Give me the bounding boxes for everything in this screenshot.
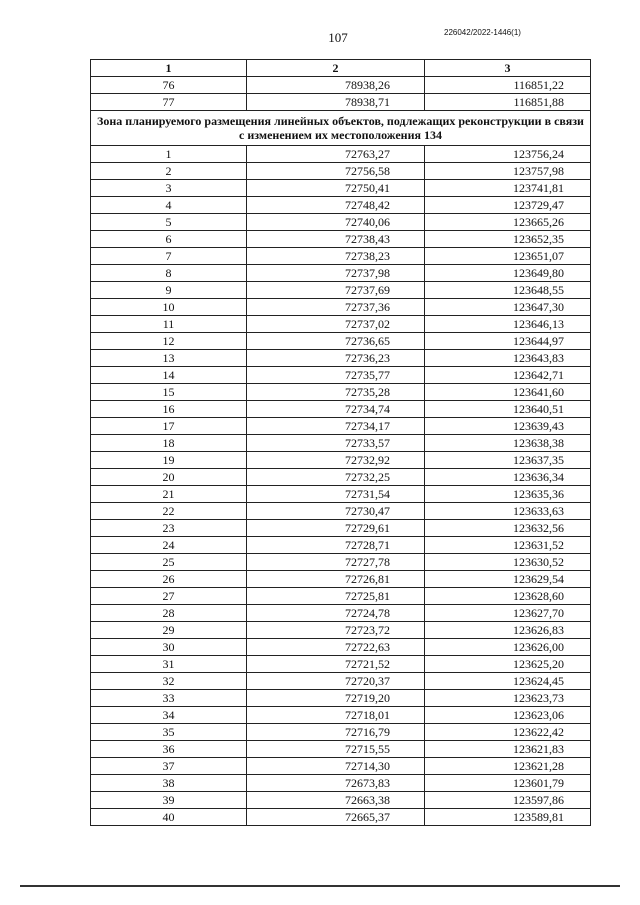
- y-coordinate-cell: 123648,55: [425, 282, 591, 299]
- y-coordinate-cell: 123621,28: [425, 758, 591, 775]
- table-row: [91, 588, 591, 605]
- table-row: [91, 94, 591, 111]
- point-number-cell: 10: [91, 299, 247, 316]
- table-row: [91, 707, 591, 724]
- table-row: [91, 214, 591, 231]
- table-row: [91, 265, 591, 282]
- y-coordinate-cell: 123628,60: [425, 588, 591, 605]
- x-coordinate-cell: 72725,81: [247, 588, 425, 605]
- x-coordinate-cell: 72735,28: [247, 384, 425, 401]
- point-number-cell: 12: [91, 333, 247, 350]
- y-coordinate-cell: 123643,83: [425, 350, 591, 367]
- section-row: [91, 111, 591, 146]
- y-coordinate-cell: 123626,00: [425, 639, 591, 656]
- table-row: [91, 316, 591, 333]
- point-number-cell: 21: [91, 486, 247, 503]
- column-header-3: 3: [425, 60, 591, 77]
- y-coordinate-cell: 123627,70: [425, 605, 591, 622]
- table-row: [91, 452, 591, 469]
- x-coordinate-cell: 72714,30: [247, 758, 425, 775]
- point-number-cell: 30: [91, 639, 247, 656]
- point-number-cell: 35: [91, 724, 247, 741]
- table-row: [91, 197, 591, 214]
- point-number-cell: 36: [91, 741, 247, 758]
- y-coordinate-cell: 123637,35: [425, 452, 591, 469]
- y-coordinate-cell: 123757,98: [425, 163, 591, 180]
- y-coordinate-cell: 116851,22: [425, 77, 591, 94]
- table-body-section: [91, 146, 591, 826]
- table-row: [91, 282, 591, 299]
- point-number-cell: 2: [91, 163, 247, 180]
- column-header-2: 2: [247, 60, 425, 77]
- point-number-cell: 22: [91, 503, 247, 520]
- x-coordinate-cell: 72748,42: [247, 197, 425, 214]
- table-row: [91, 367, 591, 384]
- x-coordinate-cell: 72732,25: [247, 469, 425, 486]
- point-number-cell: 23: [91, 520, 247, 537]
- x-coordinate-cell: 72732,92: [247, 452, 425, 469]
- table-row: [91, 299, 591, 316]
- table-row: [91, 333, 591, 350]
- point-number-cell: 3: [91, 180, 247, 197]
- x-coordinate-cell: 72723,72: [247, 622, 425, 639]
- table-row: [91, 418, 591, 435]
- y-coordinate-cell: 123635,36: [425, 486, 591, 503]
- x-coordinate-cell: 72734,17: [247, 418, 425, 435]
- section-title: Зона планируемого размещения линейных объектов, подлежащих реконструкции в связи с изменением их местоположения 134: [91, 111, 591, 146]
- y-coordinate-cell: 123623,73: [425, 690, 591, 707]
- table-row: [91, 401, 591, 418]
- table-row: [91, 792, 591, 809]
- x-coordinate-cell: 72729,61: [247, 520, 425, 537]
- point-number-cell: 34: [91, 707, 247, 724]
- y-coordinate-cell: 123630,52: [425, 554, 591, 571]
- point-number-cell: 9: [91, 282, 247, 299]
- table-body-before-section: [91, 77, 591, 111]
- table-row: [91, 520, 591, 537]
- table-row: [91, 724, 591, 741]
- table-row: [91, 656, 591, 673]
- x-coordinate-cell: 72733,57: [247, 435, 425, 452]
- y-coordinate-cell: 123644,97: [425, 333, 591, 350]
- point-number-cell: 24: [91, 537, 247, 554]
- point-number-cell: 38: [91, 775, 247, 792]
- point-number-cell: 8: [91, 265, 247, 282]
- y-coordinate-cell: 123631,52: [425, 537, 591, 554]
- point-number-cell: 39: [91, 792, 247, 809]
- y-coordinate-cell: 123741,81: [425, 180, 591, 197]
- document-code: 226042/2022-1446(1): [444, 28, 521, 37]
- y-coordinate-cell: 123621,83: [425, 741, 591, 758]
- table-row: [91, 758, 591, 775]
- point-number-cell: 37: [91, 758, 247, 775]
- y-coordinate-cell: 123624,45: [425, 673, 591, 690]
- table-row: [91, 384, 591, 401]
- table-header-row: [91, 60, 591, 77]
- table-row: [91, 77, 591, 94]
- table-row: [91, 741, 591, 758]
- x-coordinate-cell: 72738,23: [247, 248, 425, 265]
- point-number-cell: 16: [91, 401, 247, 418]
- table-row: [91, 571, 591, 588]
- y-coordinate-cell: 123729,47: [425, 197, 591, 214]
- point-number-cell: 6: [91, 231, 247, 248]
- x-coordinate-cell: 72716,79: [247, 724, 425, 741]
- table-row: [91, 673, 591, 690]
- y-coordinate-cell: 123622,42: [425, 724, 591, 741]
- y-coordinate-cell: 123756,24: [425, 146, 591, 163]
- x-coordinate-cell: 72730,47: [247, 503, 425, 520]
- x-coordinate-cell: 72735,77: [247, 367, 425, 384]
- point-number-cell: 40: [91, 809, 247, 826]
- table-row: [91, 180, 591, 197]
- y-coordinate-cell: 123641,60: [425, 384, 591, 401]
- point-number-cell: 76: [91, 77, 247, 94]
- point-number-cell: 25: [91, 554, 247, 571]
- y-coordinate-cell: 123629,54: [425, 571, 591, 588]
- y-coordinate-cell: 123638,38: [425, 435, 591, 452]
- point-number-cell: 18: [91, 435, 247, 452]
- point-number-cell: 29: [91, 622, 247, 639]
- point-number-cell: 28: [91, 605, 247, 622]
- y-coordinate-cell: 123646,13: [425, 316, 591, 333]
- point-number-cell: 13: [91, 350, 247, 367]
- x-coordinate-cell: 72737,36: [247, 299, 425, 316]
- x-coordinate-cell: 72736,23: [247, 350, 425, 367]
- x-coordinate-cell: 72724,78: [247, 605, 425, 622]
- x-coordinate-cell: 72715,55: [247, 741, 425, 758]
- x-coordinate-cell: 72736,65: [247, 333, 425, 350]
- point-number-cell: 1: [91, 146, 247, 163]
- point-number-cell: 14: [91, 367, 247, 384]
- y-coordinate-cell: 123601,79: [425, 775, 591, 792]
- y-coordinate-cell: 123632,56: [425, 520, 591, 537]
- y-coordinate-cell: 123636,34: [425, 469, 591, 486]
- x-coordinate-cell: 72663,38: [247, 792, 425, 809]
- x-coordinate-cell: 72763,27: [247, 146, 425, 163]
- x-coordinate-cell: 72719,20: [247, 690, 425, 707]
- table-row: [91, 605, 591, 622]
- table-row: [91, 163, 591, 180]
- table-row: [91, 809, 591, 826]
- y-coordinate-cell: 123625,20: [425, 656, 591, 673]
- x-coordinate-cell: 72727,78: [247, 554, 425, 571]
- x-coordinate-cell: 72737,98: [247, 265, 425, 282]
- x-coordinate-cell: 72734,74: [247, 401, 425, 418]
- x-coordinate-cell: 72728,71: [247, 537, 425, 554]
- table-row: [91, 486, 591, 503]
- y-coordinate-cell: 123651,07: [425, 248, 591, 265]
- point-number-cell: 20: [91, 469, 247, 486]
- x-coordinate-cell: 72722,63: [247, 639, 425, 656]
- x-coordinate-cell: 72721,52: [247, 656, 425, 673]
- x-coordinate-cell: 72731,54: [247, 486, 425, 503]
- table-row: [91, 554, 591, 571]
- y-coordinate-cell: 123665,26: [425, 214, 591, 231]
- table-row: [91, 435, 591, 452]
- y-coordinate-cell: 123639,43: [425, 418, 591, 435]
- point-number-cell: 19: [91, 452, 247, 469]
- x-coordinate-cell: 72737,02: [247, 316, 425, 333]
- column-header-1: 1: [91, 60, 247, 77]
- x-coordinate-cell: 72750,41: [247, 180, 425, 197]
- y-coordinate-cell: 123640,51: [425, 401, 591, 418]
- table-row: [91, 639, 591, 656]
- y-coordinate-cell: 123623,06: [425, 707, 591, 724]
- table-row: [91, 537, 591, 554]
- point-number-cell: 4: [91, 197, 247, 214]
- table-row: [91, 231, 591, 248]
- x-coordinate-cell: 78938,71: [247, 94, 425, 111]
- point-number-cell: 15: [91, 384, 247, 401]
- x-coordinate-cell: 72718,01: [247, 707, 425, 724]
- x-coordinate-cell: 72726,81: [247, 571, 425, 588]
- y-coordinate-cell: 123589,81: [425, 809, 591, 826]
- point-number-cell: 77: [91, 94, 247, 111]
- x-coordinate-cell: 72673,83: [247, 775, 425, 792]
- point-number-cell: 32: [91, 673, 247, 690]
- y-coordinate-cell: 123652,35: [425, 231, 591, 248]
- table-row: [91, 775, 591, 792]
- y-coordinate-cell: 123626,83: [425, 622, 591, 639]
- x-coordinate-cell: 72665,37: [247, 809, 425, 826]
- table-row: [91, 622, 591, 639]
- page-number: 107: [328, 30, 348, 45]
- y-coordinate-cell: 123597,86: [425, 792, 591, 809]
- x-coordinate-cell: 72738,43: [247, 231, 425, 248]
- y-coordinate-cell: 123642,71: [425, 367, 591, 384]
- point-number-cell: 11: [91, 316, 247, 333]
- table-row: [91, 690, 591, 707]
- y-coordinate-cell: 116851,88: [425, 94, 591, 111]
- point-number-cell: 33: [91, 690, 247, 707]
- table-row: [91, 503, 591, 520]
- table-row: [91, 146, 591, 163]
- y-coordinate-cell: 123633,63: [425, 503, 591, 520]
- y-coordinate-cell: 123647,30: [425, 299, 591, 316]
- point-number-cell: 27: [91, 588, 247, 605]
- footer-divider: [20, 885, 620, 887]
- x-coordinate-cell: 72720,37: [247, 673, 425, 690]
- table-row: [91, 350, 591, 367]
- coordinates-table: [90, 59, 591, 826]
- y-coordinate-cell: 123649,80: [425, 265, 591, 282]
- x-coordinate-cell: 78938,26: [247, 77, 425, 94]
- point-number-cell: 7: [91, 248, 247, 265]
- point-number-cell: 5: [91, 214, 247, 231]
- table-row: [91, 469, 591, 486]
- point-number-cell: 26: [91, 571, 247, 588]
- point-number-cell: 31: [91, 656, 247, 673]
- table-row: [91, 248, 591, 265]
- x-coordinate-cell: 72737,69: [247, 282, 425, 299]
- point-number-cell: 17: [91, 418, 247, 435]
- x-coordinate-cell: 72756,58: [247, 163, 425, 180]
- x-coordinate-cell: 72740,06: [247, 214, 425, 231]
